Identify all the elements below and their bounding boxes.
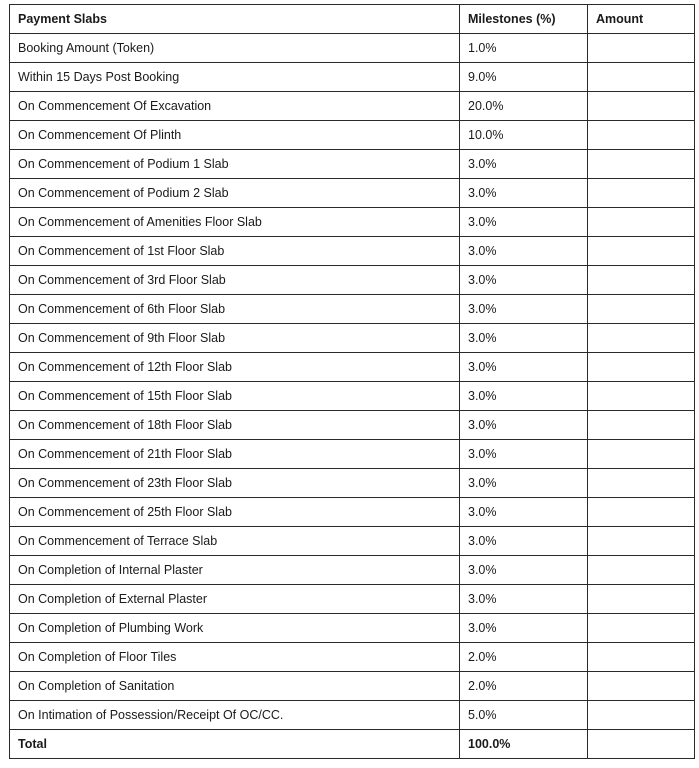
payment-slab-table — [9, 4, 695, 759]
milestone-cell: 3.0% — [460, 411, 588, 440]
payment-slab-cell: On Completion of Sanitation — [10, 672, 460, 701]
payment-slab-cell: On Commencement of Terrace Slab — [10, 527, 460, 556]
amount-cell — [588, 614, 695, 643]
payment-slab-cell: On Commencement of Podium 1 Slab — [10, 150, 460, 179]
table-header-row — [10, 5, 695, 34]
amount-cell — [588, 527, 695, 556]
table-row — [10, 63, 695, 92]
amount-cell — [588, 643, 695, 672]
milestone-cell: 3.0% — [460, 498, 588, 527]
amount-cell — [588, 63, 695, 92]
amount-cell — [588, 411, 695, 440]
payment-slab-cell: On Commencement of Podium 2 Slab — [10, 179, 460, 208]
amount-cell — [588, 295, 695, 324]
amount-cell — [588, 179, 695, 208]
table-row — [10, 643, 695, 672]
milestone-cell: 3.0% — [460, 556, 588, 585]
amount-cell — [588, 121, 695, 150]
milestone-cell: 9.0% — [460, 63, 588, 92]
amount-cell — [588, 469, 695, 498]
amount-cell — [588, 266, 695, 295]
milestone-cell: 3.0% — [460, 585, 588, 614]
payment-slab-cell: On Intimation of Possession/Receipt Of OC/CC. — [10, 701, 460, 730]
table-row — [10, 498, 695, 527]
payment-slab-cell: On Commencement of 18th Floor Slab — [10, 411, 460, 440]
amount-cell — [588, 672, 695, 701]
header-payment-slabs: Payment Slabs — [10, 5, 460, 34]
payment-slab-cell: On Commencement of 3rd Floor Slab — [10, 266, 460, 295]
header-amount: Amount — [588, 5, 695, 34]
table-row — [10, 34, 695, 63]
amount-cell — [588, 498, 695, 527]
amount-cell — [588, 701, 695, 730]
table-row — [10, 353, 695, 382]
table-row — [10, 179, 695, 208]
amount-cell — [588, 237, 695, 266]
table-row — [10, 382, 695, 411]
table-row — [10, 614, 695, 643]
milestone-cell: 3.0% — [460, 324, 588, 353]
payment-schedule — [9, 4, 694, 759]
header-milestones: Milestones (%) — [460, 5, 588, 34]
milestone-cell: 2.0% — [460, 643, 588, 672]
milestone-cell: 3.0% — [460, 237, 588, 266]
amount-cell — [588, 324, 695, 353]
milestone-cell: 20.0% — [460, 92, 588, 121]
payment-slab-cell: Booking Amount (Token) — [10, 34, 460, 63]
milestone-cell: 3.0% — [460, 295, 588, 324]
payment-slab-cell: On Commencement of 12th Floor Slab — [10, 353, 460, 382]
milestone-cell: 3.0% — [460, 527, 588, 556]
amount-cell — [588, 34, 695, 63]
milestone-cell: 2.0% — [460, 672, 588, 701]
milestone-cell: 3.0% — [460, 614, 588, 643]
table-row — [10, 237, 695, 266]
milestone-cell: 3.0% — [460, 440, 588, 469]
table-row — [10, 150, 695, 179]
milestone-cell: 10.0% — [460, 121, 588, 150]
amount-cell — [588, 208, 695, 237]
payment-slab-cell: Within 15 Days Post Booking — [10, 63, 460, 92]
amount-cell — [588, 92, 695, 121]
total-label: Total — [10, 730, 460, 759]
table-row — [10, 121, 695, 150]
payment-slab-cell: On Commencement of Amenities Floor Slab — [10, 208, 460, 237]
table-row — [10, 585, 695, 614]
table-row — [10, 527, 695, 556]
payment-slab-cell: On Commencement of 6th Floor Slab — [10, 295, 460, 324]
payment-slab-cell: On Commencement Of Excavation — [10, 92, 460, 121]
amount-cell — [588, 556, 695, 585]
milestone-cell: 3.0% — [460, 353, 588, 382]
payment-slab-cell: On Completion of External Plaster — [10, 585, 460, 614]
milestone-cell: 3.0% — [460, 150, 588, 179]
amount-cell — [588, 382, 695, 411]
table-row — [10, 411, 695, 440]
amount-cell — [588, 585, 695, 614]
table-row — [10, 324, 695, 353]
table-row — [10, 440, 695, 469]
payment-slab-cell: On Completion of Floor Tiles — [10, 643, 460, 672]
table-row — [10, 92, 695, 121]
payment-slab-cell: On Commencement of 9th Floor Slab — [10, 324, 460, 353]
payment-slab-cell: On Completion of Internal Plaster — [10, 556, 460, 585]
milestone-cell: 1.0% — [460, 34, 588, 63]
amount-cell — [588, 353, 695, 382]
table-row — [10, 701, 695, 730]
table-row — [10, 672, 695, 701]
table-row — [10, 469, 695, 498]
milestone-cell: 5.0% — [460, 701, 588, 730]
total-amount — [588, 730, 695, 759]
amount-cell — [588, 440, 695, 469]
milestone-cell: 3.0% — [460, 179, 588, 208]
total-milestone: 100.0% — [460, 730, 588, 759]
milestone-cell: 3.0% — [460, 266, 588, 295]
payment-slab-cell: On Commencement of 25th Floor Slab — [10, 498, 460, 527]
table-row — [10, 556, 695, 585]
amount-cell — [588, 150, 695, 179]
milestone-cell: 3.0% — [460, 382, 588, 411]
payment-slab-cell: On Completion of Plumbing Work — [10, 614, 460, 643]
table-row — [10, 208, 695, 237]
table-row — [10, 266, 695, 295]
milestone-cell: 3.0% — [460, 208, 588, 237]
payment-slab-cell: On Commencement Of Plinth — [10, 121, 460, 150]
milestone-cell: 3.0% — [460, 469, 588, 498]
payment-slab-cell: On Commencement of 1st Floor Slab — [10, 237, 460, 266]
payment-slab-cell: On Commencement of 15th Floor Slab — [10, 382, 460, 411]
payment-slab-cell: On Commencement of 23th Floor Slab — [10, 469, 460, 498]
table-row — [10, 295, 695, 324]
payment-slab-cell: On Commencement of 21th Floor Slab — [10, 440, 460, 469]
total-row — [10, 730, 695, 759]
